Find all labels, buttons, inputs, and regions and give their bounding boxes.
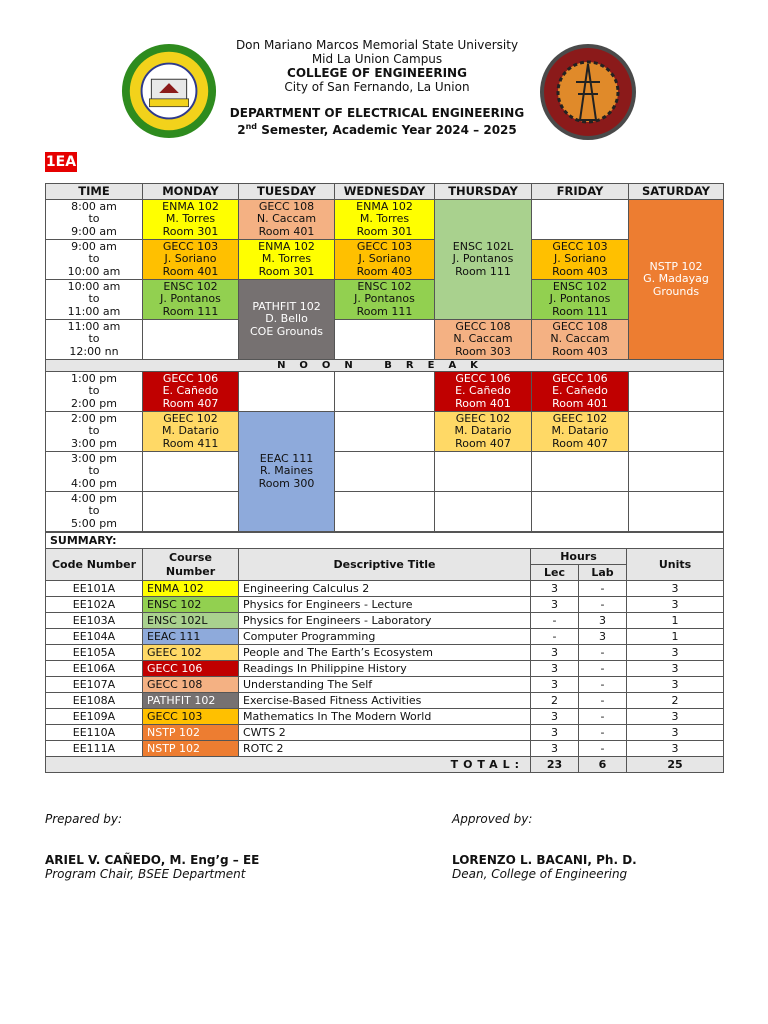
summary-row (46, 597, 724, 613)
course-cell: GECC 106 (143, 661, 239, 677)
code-cell: EE102A (46, 597, 143, 613)
total-lec: 23 (531, 757, 579, 773)
summary-header-row (46, 549, 724, 565)
class-cell: GECC 106 E. Cañedo Room 407 (143, 372, 239, 412)
class-cell: GECC 108 N. Caccam Room 401 (239, 200, 335, 240)
empty-cell (629, 492, 724, 532)
schedule-row (46, 320, 724, 360)
empty-cell (532, 200, 629, 240)
dmmmsu-seal-icon (120, 42, 218, 140)
units-cell: 1 (627, 613, 724, 629)
summary-row (46, 741, 724, 757)
code-cell: EE105A (46, 645, 143, 661)
code-cell: EE103A (46, 613, 143, 629)
lec-cell: 2 (531, 693, 579, 709)
time-slot: 3:00 pm to 4:00 pm (46, 452, 143, 492)
lab-cell: - (579, 661, 627, 677)
title-cell: Exercise-Based Fitness Activities (239, 693, 531, 709)
units-cell: 1 (627, 629, 724, 645)
lec-cell: 3 (531, 645, 579, 661)
lab-cell: - (579, 693, 627, 709)
total-units: 25 (627, 757, 724, 773)
lec-cell: - (531, 629, 579, 645)
course-cell: EEAC 111 (143, 629, 239, 645)
lab-cell: - (579, 645, 627, 661)
lab-cell: 3 (579, 613, 627, 629)
schedule-row (46, 200, 724, 240)
semester-suffix: nd (245, 122, 258, 131)
code-cell: EE110A (46, 725, 143, 741)
time-slot: 1:00 pm to 2:00 pm (46, 372, 143, 412)
college-of-engineering-seal-icon (538, 42, 638, 142)
noon-break-label: NOON BREAK (46, 360, 724, 372)
units-cell: 3 (627, 677, 724, 693)
approved-by-block (452, 812, 637, 881)
time-slot: 11:00 am to 12:00 nn (46, 320, 143, 360)
class-cell: GECC 103 J. Soriano Room 403 (335, 240, 435, 280)
header-descriptive-title: Descriptive Title (239, 549, 531, 581)
approved-name: LORENZO L. BACANI, Ph. D. (452, 853, 637, 867)
time-slot: 4:00 pm to 5:00 pm (46, 492, 143, 532)
class-cell: GECC 106 E. Cañedo Room 401 (435, 372, 532, 412)
code-cell: EE101A (46, 581, 143, 597)
course-cell: GEEC 102 (143, 645, 239, 661)
prepared-title: Program Chair, BSEE Department (45, 867, 246, 881)
prepared-by-block (45, 812, 259, 881)
lab-cell: - (579, 709, 627, 725)
empty-cell (143, 492, 239, 532)
lec-cell: 3 (531, 677, 579, 693)
units-cell: 2 (627, 693, 724, 709)
class-cell: GECC 103 J. Soriano Room 403 (532, 240, 629, 280)
class-cell: ENSC 102 J. Pontanos Room 111 (143, 280, 239, 320)
header-lec: Lec (531, 565, 579, 581)
units-cell: 3 (627, 661, 724, 677)
header-lab: Lab (579, 565, 627, 581)
campus-name: Mid La Union Campus (311, 52, 443, 66)
units-cell: 3 (627, 741, 724, 757)
college-name: COLLEGE OF ENGINEERING (287, 66, 467, 80)
summary-label-row (46, 533, 724, 549)
empty-cell (435, 492, 532, 532)
approved-label: Approved by: (452, 812, 533, 826)
title-cell: Engineering Calculus 2 (239, 581, 531, 597)
course-cell: GECC 103 (143, 709, 239, 725)
time-slot: 10:00 am to 11:00 am (46, 280, 143, 320)
university-name: Don Mariano Marcos Memorial State University (235, 38, 519, 52)
semester-number: 2 (237, 123, 246, 137)
empty-cell (239, 372, 335, 412)
lec-cell: 3 (531, 597, 579, 613)
class-cell: GEEC 102 M. Datario Room 411 (143, 412, 239, 452)
total-row (46, 757, 724, 773)
class-cell: ENSC 102L J. Pontanos Room 111 (435, 200, 532, 320)
class-cell: GECC 108 N. Caccam Room 403 (532, 320, 629, 360)
class-cell: ENMA 102 M. Torres Room 301 (239, 240, 335, 280)
lab-cell: - (579, 741, 627, 757)
total-label: TOTAL: (46, 757, 531, 773)
empty-cell (335, 412, 435, 452)
course-cell: PATHFIT 102 (143, 693, 239, 709)
summary-row (46, 645, 724, 661)
empty-cell (532, 452, 629, 492)
class-cell: GECC 106 E. Cañedo Room 401 (532, 372, 629, 412)
header-saturday: SATURDAY (629, 184, 724, 200)
course-cell: GECC 108 (143, 677, 239, 693)
course-cell: NSTP 102 (143, 725, 239, 741)
schedule-row (46, 412, 724, 452)
lab-cell: - (579, 677, 627, 693)
semester-line (218, 120, 536, 137)
time-slot: 9:00 am to 10:00 am (46, 240, 143, 280)
noon-break-row (46, 360, 724, 372)
department-name: DEPARTMENT OF ELECTRICAL ENGINEERING (229, 106, 525, 120)
class-cell: ENSC 102 J. Pontanos Room 111 (532, 280, 629, 320)
header-code-number: Code Number (46, 549, 143, 581)
class-cell: GECC 103 J. Soriano Room 401 (143, 240, 239, 280)
header-course-number: Course Number (143, 549, 239, 581)
class-cell: NSTP 102 G. Madayag Grounds (629, 200, 724, 360)
title-cell: People and The Earth’s Ecosystem (239, 645, 531, 661)
header-wednesday: WEDNESDAY (335, 184, 435, 200)
approved-title: Dean, College of Engineering (452, 867, 628, 881)
empty-cell (335, 452, 435, 492)
units-cell: 3 (627, 645, 724, 661)
class-cell: GECC 108 N. Caccam Room 303 (435, 320, 532, 360)
summary-body (46, 581, 724, 757)
code-cell: EE109A (46, 709, 143, 725)
class-cell: PATHFIT 102 D. Bello COE Grounds (239, 280, 335, 360)
empty-cell (435, 452, 532, 492)
class-schedule-table (45, 183, 724, 532)
lec-cell: 3 (531, 725, 579, 741)
course-cell: ENSC 102 (143, 597, 239, 613)
header-text (218, 38, 536, 137)
header-hours: Hours (531, 549, 627, 565)
class-cell: GEEC 102 M. Datario Room 407 (532, 412, 629, 452)
units-cell: 3 (627, 709, 724, 725)
summary-row (46, 725, 724, 741)
lec-cell: 3 (531, 661, 579, 677)
header-units: Units (627, 549, 724, 581)
total-lab: 6 (579, 757, 627, 773)
empty-cell (629, 372, 724, 412)
course-summary-table (45, 532, 724, 773)
city-name: City of San Fernando, La Union (284, 80, 470, 94)
code-cell: EE107A (46, 677, 143, 693)
class-cell: ENMA 102 M. Torres Room 301 (143, 200, 239, 240)
schedule-row (46, 240, 724, 280)
schedule-header-row (46, 184, 724, 200)
title-cell: Readings In Philippine History (239, 661, 531, 677)
units-cell: 3 (627, 725, 724, 741)
empty-cell (629, 412, 724, 452)
class-cell: GEEC 102 M. Datario Room 407 (435, 412, 532, 452)
course-cell: NSTP 102 (143, 741, 239, 757)
title-cell: Computer Programming (239, 629, 531, 645)
document-header (0, 0, 768, 150)
time-slot: 2:00 pm to 3:00 pm (46, 412, 143, 452)
schedule-row (46, 492, 724, 532)
prepared-name: ARIEL V. CAÑEDO, M. Eng’g – EE (45, 853, 260, 867)
summary-label: SUMMARY: (46, 533, 724, 549)
title-cell: Mathematics In The Modern World (239, 709, 531, 725)
lab-cell: 3 (579, 629, 627, 645)
units-cell: 3 (627, 581, 724, 597)
lec-cell: - (531, 613, 579, 629)
empty-cell (143, 320, 239, 360)
summary-row (46, 629, 724, 645)
title-cell: Physics for Engineers - Laboratory (239, 613, 531, 629)
code-cell: EE106A (46, 661, 143, 677)
summary-row (46, 613, 724, 629)
prepared-label: Prepared by: (45, 812, 123, 826)
class-cell: EEAC 111 R. Maines Room 300 (239, 412, 335, 532)
summary-row (46, 709, 724, 725)
class-cell: ENSC 102 J. Pontanos Room 111 (335, 280, 435, 320)
title-cell: ROTC 2 (239, 741, 531, 757)
header-monday: MONDAY (143, 184, 239, 200)
header-thursday: THURSDAY (435, 184, 532, 200)
header-friday: FRIDAY (532, 184, 629, 200)
header-tuesday: TUESDAY (239, 184, 335, 200)
lec-cell: 3 (531, 581, 579, 597)
header-time: TIME (46, 184, 143, 200)
title-cell: CWTS 2 (239, 725, 531, 741)
lab-cell: - (579, 581, 627, 597)
summary-row (46, 581, 724, 597)
schedule-row (46, 280, 724, 320)
code-cell: EE111A (46, 741, 143, 757)
units-cell: 3 (627, 597, 724, 613)
code-cell: EE108A (46, 693, 143, 709)
class-cell: ENMA 102 M. Torres Room 301 (335, 200, 435, 240)
empty-cell (335, 372, 435, 412)
lab-cell: - (579, 597, 627, 613)
section-tag: 1EA (45, 154, 77, 170)
empty-cell (629, 452, 724, 492)
empty-cell (143, 452, 239, 492)
title-cell: Physics for Engineers - Lecture (239, 597, 531, 613)
lec-cell: 3 (531, 709, 579, 725)
lec-cell: 3 (531, 741, 579, 757)
lab-cell: - (579, 725, 627, 741)
schedule-row (46, 452, 724, 492)
schedule-row (46, 372, 724, 412)
empty-cell (335, 492, 435, 532)
title-cell: Understanding The Self (239, 677, 531, 693)
course-cell: ENMA 102 (143, 581, 239, 597)
empty-cell (532, 492, 629, 532)
empty-cell (335, 320, 435, 360)
code-cell: EE104A (46, 629, 143, 645)
summary-row (46, 661, 724, 677)
time-slot: 8:00 am to 9:00 am (46, 200, 143, 240)
summary-row (46, 677, 724, 693)
course-cell: ENSC 102L (143, 613, 239, 629)
semester-text: Semester, Academic Year 2024 – 2025 (257, 123, 517, 137)
summary-row (46, 693, 724, 709)
